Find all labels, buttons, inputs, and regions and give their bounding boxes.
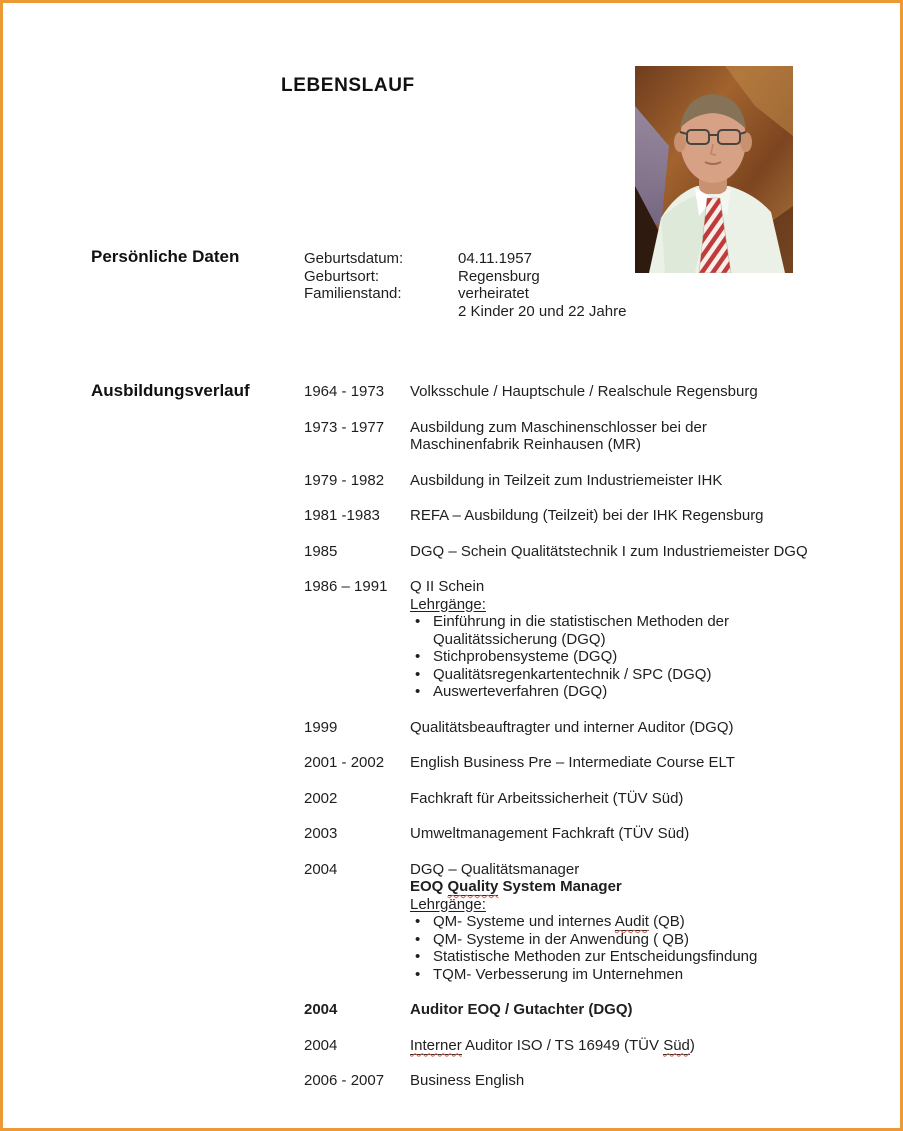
education-row — [304, 790, 834, 808]
education-row — [304, 383, 834, 401]
field-label — [304, 303, 458, 321]
row-period: 1964 - 1973 — [304, 383, 385, 400]
row-period: 2001 - 2002 — [304, 754, 385, 771]
row-text: Business English — [410, 1072, 525, 1089]
field-label: Geburtsort: — [304, 267, 380, 285]
section-heading-education: Ausbildungsverlauf — [91, 381, 250, 400]
course-item: • Qualitätsregenkartentechnik / SPC (DGQ) — [415, 665, 712, 683]
row-text: Fachkraft für Arbeitssicherheit (TÜV Süd) — [410, 789, 684, 807]
course-item: • QM- Systeme und internes Audit (QB) — [415, 913, 685, 930]
row-period: 1985 — [304, 542, 338, 560]
row-text: DGQ – Qualitätsmanager EOQ Quality System Manager Lehrgänge: • QM- Systeme und internes Audit (QB) • QM- Systeme in der Anwendung ( QB) • Statistische Methoden zur Entscheidungsfindung • TQM- Verbesserung im Unternehmen — [410, 861, 834, 984]
education-row — [304, 507, 834, 525]
row-text: Ausbildung in Teilzeit zum Industriemeister IHK — [410, 471, 723, 489]
page-title: LEBENSLAUF — [281, 75, 415, 96]
bullet-icon: • — [415, 613, 421, 630]
education-row — [304, 419, 834, 454]
row-text: Interner Auditor ISO / TS 16949 (TÜV Süd) — [410, 1036, 695, 1054]
row-period: 2004 — [304, 1036, 338, 1054]
field-value: verheiratet — [458, 285, 529, 302]
portrait-photo-graphic — [635, 66, 793, 273]
education-row — [304, 472, 834, 490]
field-birthplace — [304, 268, 626, 286]
bullet-icon: • — [415, 930, 421, 948]
course-item: • QM- Systeme in der Anwendung ( QB) — [415, 930, 689, 948]
education-row-2004-auditor — [304, 1001, 834, 1019]
row-text: Auditor EOQ / Gutachter (DGQ) — [410, 1001, 633, 1018]
spellcheck-word: Interner — [410, 1036, 462, 1054]
education-row — [304, 1072, 834, 1090]
row-period: 1973 - 1977 — [304, 418, 385, 436]
row-period: 2004 — [304, 860, 338, 878]
education-row — [304, 719, 834, 737]
row-text: DGQ – Schein Qualitätstechnik I zum Industriemeister DGQ — [410, 542, 808, 560]
course-item: • Einführung in die statistischen Methoden der Qualitätssicherung (DGQ) — [415, 613, 730, 648]
education-row — [304, 543, 834, 561]
education-row — [304, 825, 834, 843]
spellcheck-word: Audit — [614, 913, 649, 930]
course-item: • Statistische Methoden zur Entscheidungsfindung — [415, 948, 758, 965]
row-text: Umweltmanagement Fachkraft (TÜV Süd) — [410, 825, 690, 842]
bullet-icon: • — [415, 648, 421, 665]
education-row — [304, 754, 834, 772]
field-value: Regensburg — [458, 267, 540, 285]
bullet-icon: • — [415, 913, 421, 930]
row-period: 1979 - 1982 — [304, 471, 385, 489]
row-period: 1981 -1983 — [304, 507, 380, 524]
row-text: Qualitätsbeauftragter und interner Auditor (DGQ) — [410, 718, 734, 736]
education-rows — [304, 383, 834, 1108]
row-text: English Business Pre – Intermediate Course ELT — [410, 754, 735, 771]
row-text: Q II Schein Lehrgänge: • Einführung in die statistischen Methoden der Qualitätssicherung (DGQ) • Stichprobensysteme (DGQ) • Qualitätsregenkartentechnik / SPC (DGQ) • Auswerteverfahren (DGQ) — [410, 578, 834, 701]
course-item: • Stichprobensysteme (DGQ) — [415, 648, 618, 665]
row-period: 1999 — [304, 718, 338, 736]
spellcheck-word: Quality — [447, 878, 499, 895]
section-heading-personal: Persönliche Daten — [91, 247, 240, 266]
bullet-icon: • — [415, 665, 421, 683]
field-label: Familienstand: — [304, 285, 402, 302]
row-period: 1986 – 1991 — [304, 578, 388, 595]
course-item: • Auswerteverfahren (DGQ) — [415, 683, 608, 700]
education-row-2004-iso — [304, 1037, 834, 1055]
applicant-photo — [635, 66, 793, 273]
field-children — [304, 303, 626, 321]
field-birthdate — [304, 250, 626, 268]
row-text: Ausbildung zum Maschinenschlosser bei der Maschinenfabrik Reinhausen (MR) — [410, 418, 707, 453]
courses-label: Lehrgänge: — [410, 595, 486, 613]
course-item: • TQM- Verbesserung im Unternehmen — [415, 965, 684, 983]
eoq-title: EOQ Quality System Manager — [410, 878, 622, 895]
course-list — [410, 613, 834, 701]
row-text: Volksschule / Hauptschule / Realschule Regensburg — [410, 383, 758, 400]
field-value: 2 Kinder 20 und 22 Jahre — [458, 302, 627, 320]
row-period: 2006 - 2007 — [304, 1072, 385, 1089]
courses-label: Lehrgänge: — [410, 895, 486, 913]
bullet-icon: • — [415, 965, 421, 983]
row-period: 2004 — [304, 1001, 338, 1018]
bullet-icon: • — [415, 683, 421, 700]
field-value: 04.11.1957 — [458, 250, 532, 267]
course-list — [410, 913, 834, 983]
spellcheck-word: Süd — [663, 1036, 690, 1054]
personal-data-fields — [304, 250, 626, 320]
row-period: 2003 — [304, 825, 338, 842]
education-row-2004-qm — [304, 861, 834, 984]
row-period: 2002 — [304, 789, 338, 807]
bullet-icon: • — [415, 948, 421, 965]
education-row-1986-1991 — [304, 578, 834, 701]
row-text: REFA – Ausbildung (Teilzeit) bei der IHK Regensburg — [410, 507, 764, 524]
field-label: Geburtsdatum: — [304, 250, 404, 267]
field-marital-status — [304, 285, 626, 303]
